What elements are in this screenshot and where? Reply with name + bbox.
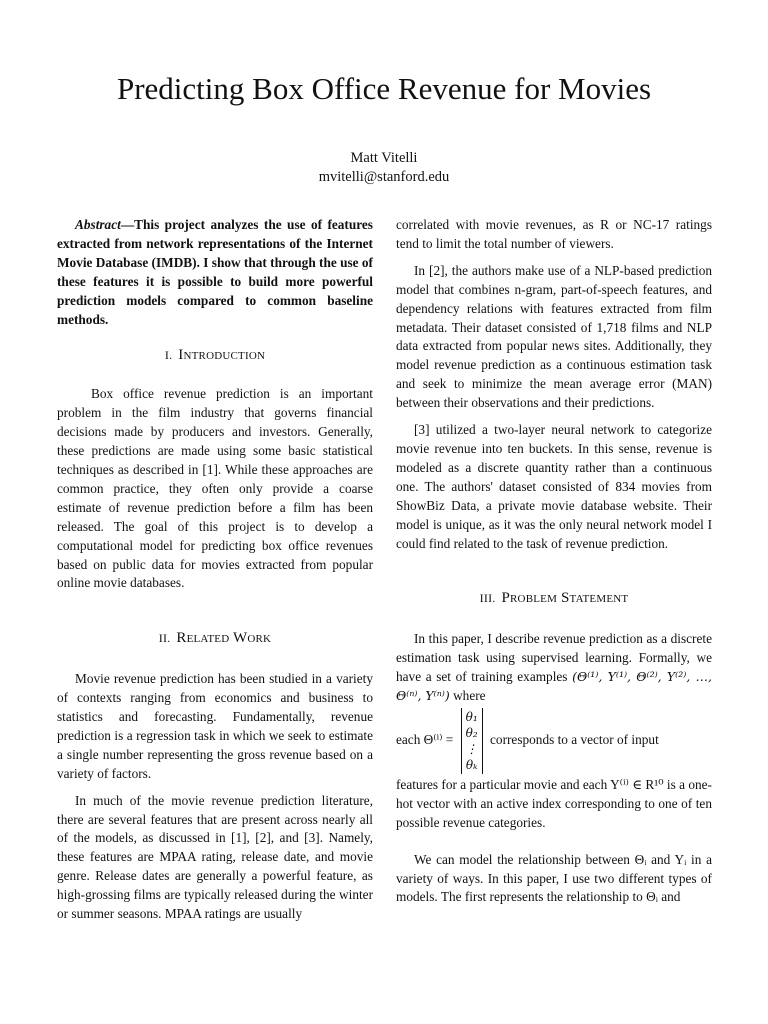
section-number: III. <box>479 591 496 606</box>
abstract-body: This project analyzes the use of features extracted from network representations of the Internet Movie Database (IMDB). I show that through the use of these features it is possible to build more powerful prediction models compared to common baseline methods. <box>57 217 373 327</box>
section-title: Related Work <box>176 630 272 647</box>
abstract-lead: Abstract <box>75 217 121 232</box>
section-heading-related-work <box>57 629 373 648</box>
abstract <box>57 216 373 329</box>
problem-paragraph-1 <box>396 630 712 706</box>
vector-description: corresponds to a vector of input <box>490 731 659 747</box>
each-theta: each Θ⁽ⁱ⁾ = <box>396 731 454 747</box>
training-set-formula: (Θ⁽¹⁾, Y⁽¹⁾, Θ⁽²⁾, Y⁽²⁾, …, Θ⁽ⁿ⁾, Y⁽ⁿ⁾) <box>396 669 713 704</box>
section-title: Introduction <box>178 347 266 364</box>
section-heading-introduction <box>57 346 373 365</box>
where-word: where <box>453 688 486 704</box>
related-paragraph-4: In [2], the authors make use of a NLP-based prediction model that combines n-gram, part-of-speech features, and dependency relations with features extracted from film metadata. Their dataset consisted of 1,718 films and NLP data extracted from popular news sites. Additionally, they model revenue prediction as a continuous estimation task and seek to minimize the mean average error (MAN) between their observations and their predictions. <box>396 262 712 411</box>
problem-paragraph-vector <box>396 708 712 774</box>
left-column <box>57 216 373 924</box>
section-number: II. <box>158 631 171 646</box>
author-name: Matt Vitelli <box>350 150 418 166</box>
intro-paragraph: Box office revenue prediction is an important problem in the film industry that governs financial decisions made by producers and investors. Generally, these predictions are made using some basic statistical techniques as described in [1]. While these approaches are common practice, they often only provide a coarse estimate of revenue prediction before a film has been released. The goal of this project is to develop a computational model for predicting box office revenues based on public data for movies extracted from popular online movie databases. <box>57 386 373 591</box>
section-number: I. <box>164 348 173 363</box>
paper-title: Predicting Box Office Revenue for Movies <box>116 71 652 106</box>
vector-entry: θ₂ <box>465 725 478 740</box>
problem-text: In this paper, I describe revenue prediction as a discrete estimation task using supervised learning. Formally, we have a set of training examples <box>396 631 712 685</box>
section-title: Problem Statement <box>501 590 629 607</box>
section-heading-problem-statement <box>396 589 712 608</box>
problem-paragraph-4: We can model the relationship between Θᵢ and Yᵢ in a variety of ways. In this paper, I use two different types of models. The first represents the relationship to Θᵢ and <box>396 851 712 905</box>
vector-entry: θₖ <box>465 757 478 772</box>
related-paragraph-1: Movie revenue prediction has been studied in a variety of contexts ranging from economics and business to statistics and forecasting. Fundamentally, revenue prediction is a regression task in which we seek to estimate a single number representing the gross revenue based on a variety of factors. <box>57 671 373 781</box>
theta-vector <box>461 708 483 774</box>
author-email: mvitelli@stanford.edu <box>318 169 450 185</box>
related-paragraph-2: In much of the movie revenue prediction literature, there are several features that are present across nearly all of the models, as discussed in [1], [2], and [3]. Namely, these features are MPAA rating, release date, and movie genre. Release dates are generally a powerful feature, as high-grossing films are typically released during the winter or summer seasons. MPAA ratings are usually <box>57 792 373 922</box>
vector-entry: θ₁ <box>465 709 478 724</box>
problem-paragraph-3: features for a particular movie and each Y⁽ⁱ⁾ ∈ R¹⁰ is a one-hot vector with an active index corresponding to one of ten possible revenue categories. <box>396 776 712 830</box>
author-block <box>0 149 768 187</box>
related-paragraph-3: correlated with movie revenues, as R or NC-17 ratings tend to limit the total number of viewers. <box>396 217 712 251</box>
vector-entry: ⋮ <box>465 741 478 756</box>
right-column <box>396 216 712 907</box>
related-paragraph-5: [3] utilized a two-layer neural network to categorize movie revenue into ten buckets. In this sense, revenue is modeled as a discrete quantity rather than a continuous one. The authors' dataset consisted of 834 movies from ShowBiz Data, a private movie database website. Their model is unique, as it was the only neural network model I could find related to the task of revenue prediction. <box>396 422 712 551</box>
abstract-dash: — <box>120 217 135 232</box>
